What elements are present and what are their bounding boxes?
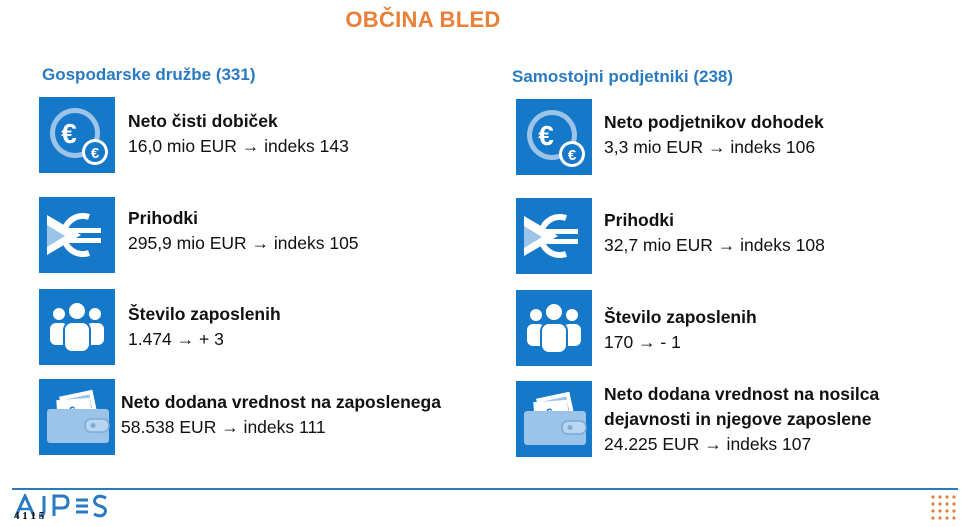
right-item-4-text	[604, 382, 879, 457]
metric-label: Neto dodana vrednost na zaposlenega	[121, 392, 441, 412]
revenue-arrow-euro-icon	[39, 197, 115, 273]
metric-value: 58.538 EUR → indeks 111	[121, 417, 326, 437]
people-group-icon	[39, 289, 115, 365]
revenue-arrow-euro-icon	[516, 198, 592, 274]
metric-label-line-2: dejavnosti in njegove zaposlene	[604, 409, 872, 429]
right-item-2-text	[604, 208, 825, 258]
euro-coin-icon	[39, 97, 115, 173]
metric-label: Prihodki	[604, 210, 675, 230]
metric-label: Neto dodana vrednost na nosilca	[604, 384, 880, 404]
metric-value: 32,7 mio EUR → indeks 108	[604, 235, 825, 255]
left-item-1-text	[128, 109, 349, 159]
decorative-dots-icon	[930, 494, 958, 527]
left-item-2-text	[128, 206, 359, 256]
metric-value: 3,3 mio EUR → indeks 106	[604, 137, 816, 157]
metric-value: 1.474 → + 3	[128, 329, 224, 349]
wallet-icon	[39, 379, 115, 455]
left-item-4-text	[121, 390, 441, 440]
svg-text:€: €	[567, 147, 577, 164]
metric-label: Število zaposlenih	[128, 304, 281, 324]
right-column-heading: Samostojni podjetniki (238)	[512, 67, 734, 86]
svg-text:€: €	[90, 145, 100, 162]
euro-coin-icon	[516, 99, 592, 175]
left-item-3-text	[128, 302, 281, 352]
metric-value: 295,9 mio EUR → indeks 105	[128, 233, 359, 253]
page-title: OBČINA BLED	[345, 7, 501, 32]
footer-divider	[12, 488, 958, 490]
metric-value: 170 → - 1	[604, 332, 681, 352]
metric-label: Neto čisti dobiček	[128, 111, 278, 131]
wallet-icon	[516, 381, 592, 457]
metric-label: Prihodki	[128, 208, 199, 228]
right-item-3-text	[604, 305, 757, 355]
left-column-heading: Gospodarske družbe (331)	[42, 65, 256, 84]
metric-label: Neto podjetnikov dohodek	[604, 112, 824, 132]
page-number: 4 1 1 5	[14, 510, 45, 522]
right-item-1-text	[604, 110, 824, 160]
people-group-icon	[516, 290, 592, 366]
metric-label: Število zaposlenih	[604, 307, 757, 327]
svg-text:€: €	[61, 118, 77, 149]
metric-value: 24.225 EUR → indeks 107	[604, 434, 812, 454]
svg-text:€: €	[538, 120, 554, 151]
metric-value: 16,0 mio EUR → indeks 143	[128, 136, 349, 156]
